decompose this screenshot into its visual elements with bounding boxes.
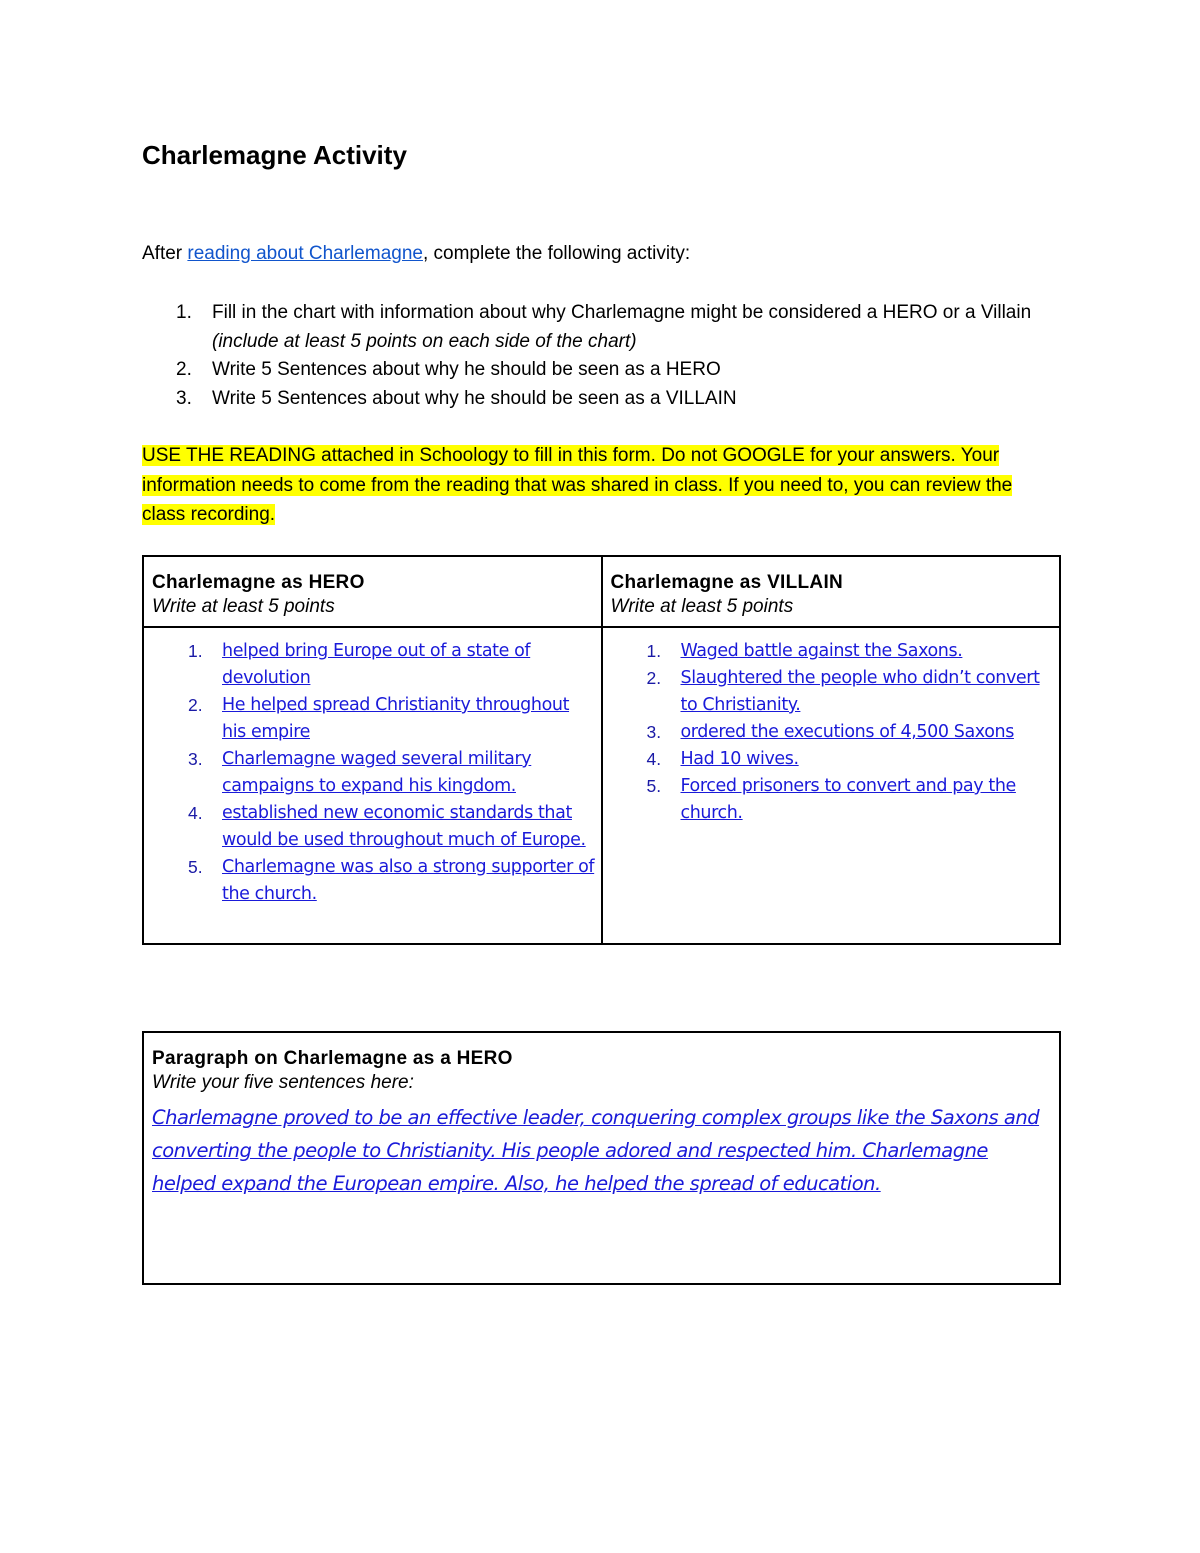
reading-link[interactable]: reading about Charlemagne [187,243,423,264]
paragraph-body: Charlemagne proved to be an effective leader, conquering complex groups like the Saxons and converting the people to Christianity. His people adored and respected him. Charlemagne helped expand the European empire. Also, he helped the spread of education. [152,1106,1040,1195]
point-number: 2. [188,695,203,715]
point-number: 4. [188,803,203,823]
instruction-text: Fill in the chart with information about why Charlemagne might be considered a HERO or a Villain [212,302,1032,323]
intro-line [142,243,690,265]
hero-header-cell[interactable] [143,556,602,627]
point-text: Forced prisoners to convert and pay the church. [680,776,1016,823]
villain-subheader: Write at least 5 points [610,596,794,617]
page-title: Charlemagne Activity [142,140,407,170]
villain-header-cell[interactable] [602,556,1061,627]
instruction-item [176,299,1056,356]
point-number: 1. [646,641,662,661]
highlighted-note-text: USE THE READING attached in Schoology to fill in this form. Do not GOOGLE for your answers. Your information needs to come from the reading that was shared in class. If you need to, you can review the class recording. [142,445,1013,525]
instruction-text: Write 5 Sentences about why he should be seen as a HERO [212,359,721,380]
villain-point [603,746,1054,773]
point-text: ordered the executions of 4,500 Saxons [680,722,1014,742]
paragraph-header: Paragraph on Charlemagne as a HERO [152,1048,513,1069]
point-number: 3. [646,722,662,742]
instruction-number: 1. [176,302,192,323]
hero-points-list [144,638,595,908]
villain-point [603,773,1054,827]
point-text: Had 10 wives. [680,749,799,769]
hero-header: Charlemagne as HERO [152,572,365,593]
hero-point [144,854,595,908]
point-text: Waged battle against the Saxons. [680,641,963,661]
villain-point [603,719,1054,746]
instruction-italic: (include at least 5 points on each side of the chart) [212,330,637,352]
instruction-item [176,385,1056,414]
point-number: 5. [188,857,203,877]
villain-points-list [603,638,1054,827]
point-number: 3. [188,749,203,769]
hero-point [144,746,595,800]
point-number: 4. [646,749,662,769]
instruction-item [176,356,1056,385]
hero-paragraph-cell[interactable] [143,1032,1060,1284]
hero-points-cell[interactable] [143,627,602,944]
hero-paragraph-box [142,1031,1061,1285]
hero-subheader: Write at least 5 points [152,596,335,617]
instruction-text: Write 5 Sentences about why he should be seen as a VILLAIN [212,387,737,409]
hero-point [144,638,595,692]
point-text: helped bring Europe out of a state of devolution [222,641,531,688]
point-number: 5. [646,776,662,796]
point-text: Slaughtered the people who didn’t convert to Christianity. [680,668,1040,715]
instructions-list [176,299,1056,413]
point-text: He helped spread Christianity throughout his empire [222,695,570,742]
point-text: Charlemagne was also a strong supporter of the church. [222,857,595,904]
intro-after: , complete the following activity: [422,243,691,264]
hero-villain-chart [142,555,1061,945]
paragraph-subheader: Write your five sentences here: [152,1072,414,1093]
point-number: 2. [646,668,662,688]
point-number: 1. [188,641,203,661]
intro-before: After [142,243,188,264]
point-text: established new economic standards that would be used throughout much of Europe. [222,803,586,850]
hero-point [144,692,595,746]
hero-point [144,800,595,854]
villain-point [603,638,1054,665]
instruction-number: 2. [176,359,192,380]
villain-header: Charlemagne as VILLAIN [610,572,844,593]
highlighted-note [142,441,1042,530]
instruction-number: 3. [176,387,192,409]
villain-points-cell[interactable] [602,627,1061,944]
point-text: Charlemagne waged several military campaigns to expand his kingdom. [222,749,532,796]
villain-point [603,665,1054,719]
